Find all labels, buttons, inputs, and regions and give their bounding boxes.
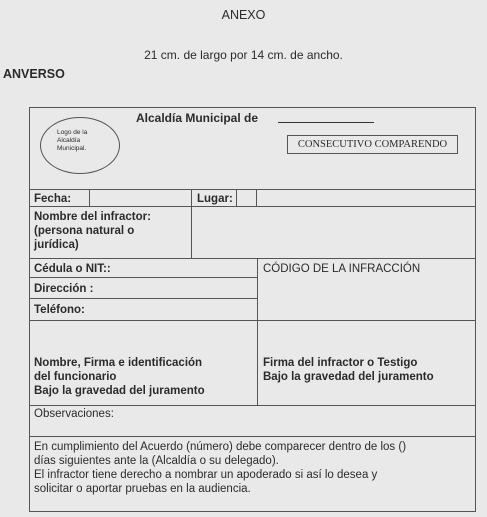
annex-title: ANEXO (221, 8, 266, 22)
fecha-label: Fecha: (34, 193, 72, 205)
label-line: Nombre, Firma e identificación (34, 357, 203, 369)
label-line: Firma del infractor o Testigo (263, 357, 418, 369)
row-divider (29, 277, 257, 278)
alcaldia-label: Alcaldía Municipal de (136, 111, 259, 125)
direccion-label: Dirección : (34, 283, 94, 295)
col-divider (257, 258, 258, 405)
notice-line: solicitar o aportar pruebas en la audiencia. (34, 483, 251, 495)
side-label: ANVERSO (3, 67, 65, 81)
row-divider (29, 436, 476, 437)
notice-line: días siguientes ante la (Alcaldía o su delegado). (34, 455, 279, 467)
lugar-label: Lugar: (197, 193, 233, 205)
codigo-infraccion-label: CÓDIGO DE LA INFRACCIÓN (263, 263, 421, 275)
row-divider (29, 320, 476, 321)
size-note: 21 cm. de largo por 14 cm. de ancho. (144, 48, 343, 62)
col-divider (89, 189, 90, 206)
telefono-label: Teléfono: (34, 304, 85, 316)
label-line: Nombre del infractor: (34, 211, 151, 223)
consecutivo-box: CONSECUTIVO COMPARENDO (287, 135, 458, 154)
row-divider (29, 189, 476, 190)
observaciones-label: Observaciones: (34, 408, 114, 420)
logo-text-line: Municipal. (57, 145, 87, 152)
notice-line: El infractor tiene derecho a nombrar un apoderado si así lo desea y (34, 469, 378, 481)
nombre-infractor-label (34, 210, 151, 252)
notice-line: En cumplimiento del Acuerdo (número) debe comparecer dentro de los () (34, 441, 407, 453)
legal-notice (34, 440, 474, 496)
logo-placeholder (40, 117, 120, 174)
col-divider (191, 189, 192, 258)
label-line: del funcionario (34, 371, 117, 383)
label-line: jurídica) (34, 239, 79, 251)
row-divider (29, 298, 257, 299)
row-divider (29, 405, 476, 406)
label-line: (persona natural o (34, 225, 135, 237)
label-line: Bajo la gravedad del juramento (34, 385, 205, 397)
logo-text-line: Alcaldía (57, 137, 81, 144)
col-divider (256, 189, 257, 206)
row-divider (29, 258, 476, 259)
logo-text-line: Logo de la (57, 129, 88, 136)
alcaldia-blank-line (278, 122, 374, 123)
firma-funcionario-label (34, 356, 205, 398)
col-divider (236, 189, 237, 206)
cedula-label: Cédula o NIT:: (34, 263, 111, 275)
label-line: Bajo la gravedad del juramento (263, 371, 434, 383)
row-divider (29, 206, 476, 207)
firma-infractor-label (263, 356, 434, 384)
